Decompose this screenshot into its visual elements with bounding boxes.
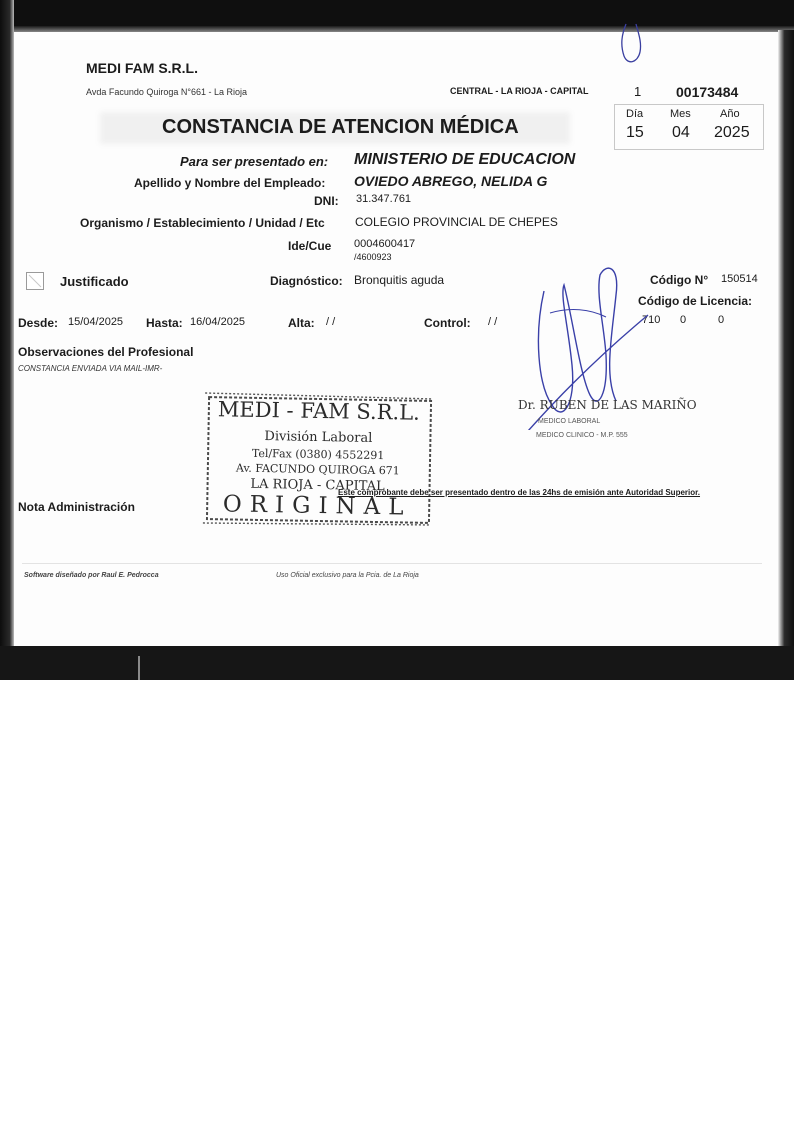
doctor-name: Dr. RUBEN DE LAS MARIÑO (518, 398, 697, 412)
hasta-label: Hasta: (146, 316, 183, 330)
notice-text: Este comprobante debe ser presentado dentro de las 24hs de emisión ante Autoridad Superior. (338, 488, 701, 497)
scan-edge-right (778, 30, 794, 680)
organismo-label: Organismo / Establecimiento / Unidad / Etc (80, 216, 325, 230)
company-stamp (199, 391, 439, 531)
observaciones-label: Observaciones del Profesional (18, 345, 194, 359)
scan-edge-mark (138, 656, 140, 680)
codigo-value: 150514 (721, 273, 758, 285)
codigo-label: Código N° (650, 273, 709, 287)
idecue-value-1: 0004600417 (354, 238, 416, 250)
diagnostico-label: Diagnóstico: (270, 274, 343, 288)
doctor-title: MEDICO LABORAL (538, 418, 601, 425)
licencia-value-1: 710 (642, 314, 661, 326)
desde-label: Desde: (18, 316, 59, 330)
company-name: MEDI FAM S.R.L. (86, 60, 198, 76)
empleado-value: OVIEDO ABREGO, NELIDA G (354, 173, 548, 189)
justificado-label: Justificado (60, 274, 129, 289)
stamp-line-phone: Tel/Fax (0380) 4552291 (251, 446, 385, 463)
footer-oficial: Uso Oficial exclusivo para la Pcia. de La Rioja (276, 572, 419, 579)
document-number: 00173484 (676, 84, 739, 100)
scan-edge-left (0, 0, 14, 680)
company-address: Avda Facundo Quiroga N°661 - La Rioja (86, 87, 248, 97)
signature-fragment-top (612, 22, 652, 72)
desde-value: 15/04/2025 (68, 316, 124, 328)
document-title: CONSTANCIA DE ATENCION MÉDICA (162, 116, 519, 138)
idecue-label: Ide/Cue (288, 239, 332, 253)
observaciones-value: CONSTANCIA ENVIADA VIA MAIL-IMR- (18, 364, 163, 373)
organismo-value: COLEGIO PROVINCIAL DE CHEPES (355, 215, 558, 229)
year-label: Año (720, 108, 740, 120)
presentado-value: MINISTERIO DE EDUCACION (354, 151, 576, 168)
day-label: Día (626, 108, 644, 120)
stamp-line-original: ORIGINAL (222, 491, 412, 521)
doctor-seal (518, 390, 697, 454)
location-label: CENTRAL - LA RIOJA - CAPITAL (450, 86, 589, 96)
month-label: Mes (670, 108, 691, 120)
alta-label: Alta: (288, 316, 315, 330)
control-value: / / (488, 316, 498, 328)
scan-edge-bottom (0, 646, 794, 680)
stamp-line-city: LA RIOJA - CAPITAL (250, 476, 385, 495)
empleado-label: Apellido y Nombre del Empleado: (134, 176, 326, 190)
control-label: Control: (424, 316, 471, 330)
doctor-registration: MEDICO CLINICO - M.P. 555 (536, 432, 628, 439)
licencia-label: Código de Licencia: (638, 294, 753, 308)
justificado-checkbox (26, 272, 44, 290)
month-value: 04 (672, 124, 690, 141)
diagnostico-value: Bronquitis aguda (354, 273, 445, 287)
licencia-value-3: 0 (718, 314, 725, 326)
hasta-value: 16/04/2025 (190, 316, 246, 328)
footer-software: Software diseñado por Raul E. Pedrocca (24, 572, 159, 579)
stamp-line-division: División Laboral (264, 429, 373, 446)
licencia-value-2: 0 (680, 314, 687, 326)
stamp-line-address: Av. FACUNDO QUIROGA 671 (235, 461, 400, 478)
stamp-line-company: MEDI - FAM S.R.L. (217, 397, 421, 425)
nota-administracion-label: Nota Administración (18, 500, 135, 514)
document-number-prefix: 1 (634, 84, 642, 99)
idecue-value-2: /4600923 (354, 252, 392, 262)
dni-label: DNI: (314, 194, 339, 208)
checkbox-icon (27, 273, 43, 289)
presentado-label: Para ser presentado en: (180, 154, 329, 169)
dni-value: 31.347.761 (356, 193, 412, 205)
year-value: 2025 (714, 124, 750, 141)
footer-divider (22, 563, 762, 564)
day-value: 15 (626, 124, 644, 141)
alta-value: / / (326, 316, 336, 328)
